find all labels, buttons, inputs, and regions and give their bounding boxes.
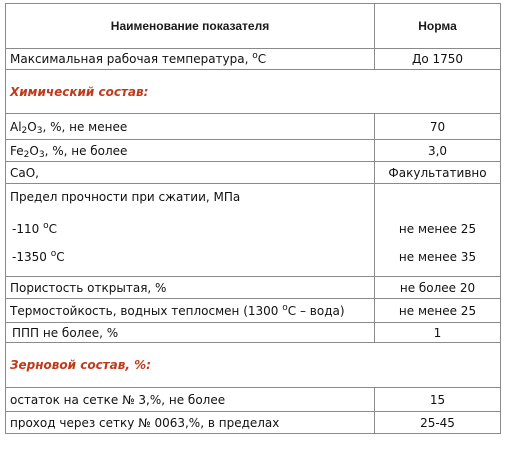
norm-column-header: Норма (375, 4, 501, 49)
spec-table (5, 3, 501, 434)
strength-value-110: не менее 25 (398, 222, 477, 236)
fe2o3-value: 3,0 (375, 140, 501, 162)
al2o3-label: $Al_2O_3$, %, не менее (6, 114, 375, 140)
thermal-value: не менее 25 (375, 299, 501, 323)
strength-label (6, 184, 375, 277)
header-row (6, 4, 501, 49)
strength-value-1350: не менее 35 (398, 250, 477, 264)
strength-title: Предел прочности при сжатии, МПа (10, 190, 241, 204)
porosity-value: не более 20 (375, 277, 501, 299)
table-row (6, 412, 501, 434)
residue-label: остаток на сетке № 3,%, не более (6, 388, 375, 412)
cao-value: Факультативно (375, 162, 501, 184)
param-column-header: Наименование показателя (6, 4, 375, 49)
table-row (6, 388, 501, 412)
strength-temp-1350: -1350 $^о$С (12, 249, 65, 264)
table-row (6, 184, 501, 277)
strength-temp-110: -110 $^о$С (12, 221, 57, 236)
fe2o3-label: $Fe_2O_3$, %, не более (6, 140, 375, 162)
al2o3-value: 70 (375, 114, 501, 140)
strength-values (375, 184, 501, 277)
table-row (6, 49, 501, 70)
porosity-label: Пористость открытая, % (6, 277, 375, 299)
table-row (6, 323, 501, 343)
chemical-composition-heading: Химический состав: (6, 70, 501, 114)
pass-label: проход через сетку № 0063,%, в пределах (6, 412, 375, 434)
pass-value: 25-45 (375, 412, 501, 434)
table-row (6, 114, 501, 140)
table-row (6, 277, 501, 299)
section-row (6, 70, 501, 114)
cao-label: CaO, (6, 162, 375, 184)
ppp-label: ППП не более, % (6, 323, 375, 343)
residue-value: 15 (375, 388, 501, 412)
max-temp-label: Максимальная рабочая температура, $^о$С (6, 49, 375, 70)
table-row (6, 140, 501, 162)
grain-composition-heading: Зерновой состав, %: (6, 343, 501, 388)
thermal-label: Термостойкость, водных теплосмен (1300 $^о$С – вода) (6, 299, 375, 323)
max-temp-value: До 1750 (375, 49, 501, 70)
section-row (6, 343, 501, 388)
table-row (6, 299, 501, 323)
table-row (6, 162, 501, 184)
ppp-value: 1 (375, 323, 501, 343)
